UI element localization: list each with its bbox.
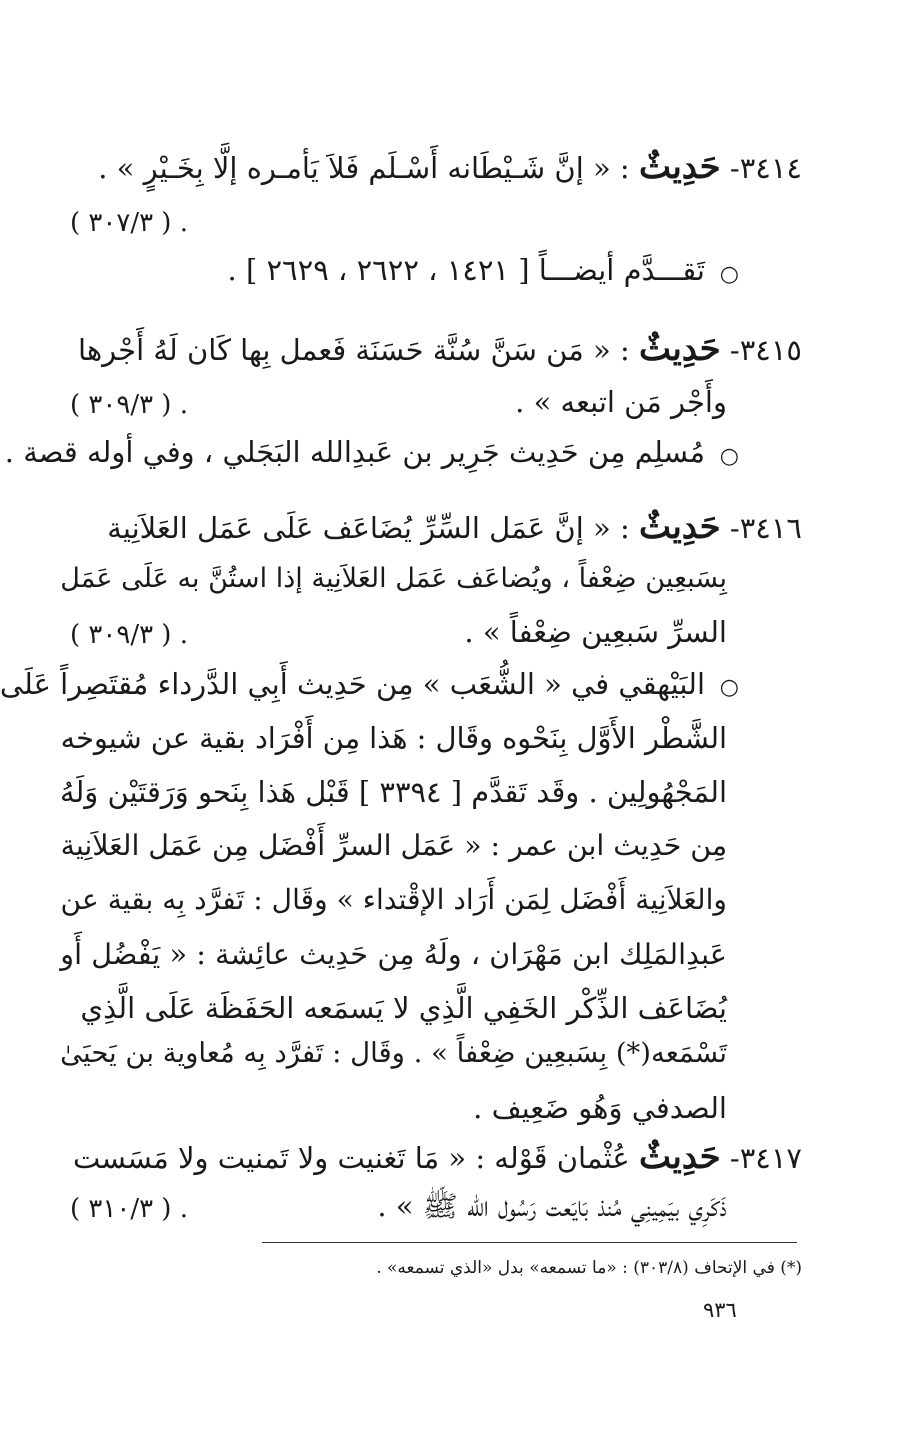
entry-number: ٣٤١٧- [729, 1141, 802, 1175]
entry-3414-note: تَقـــدَّم أيضـــاً [ ١٤٢١ ، ٢٦٢٢ ، ٢٦٢٩ ] . [227, 253, 705, 287]
entry-number: ٣٤١٥- [729, 333, 802, 367]
entry-number: ٣٤١٤- [729, 151, 802, 185]
entry-3417-reference: . ( ٣١٠/٣ ) [70, 1194, 188, 1224]
entry-3416-line-2: بِسَبعِين ضِعْفاً ، ويُضاعَف عَمَل العَلاَنِية إذا استُنَّ به عَلَى عَمَل [60, 563, 727, 594]
entry-3415-note: مُسلِم مِن حَدِيث جَرِير بن عَبدِالله البَجَلي ، وفي أوله قصة . [4, 435, 705, 469]
hadith-keyword: حَدِيثٌ [638, 147, 721, 187]
entry-3416-note-line-4: مِن حَدِيث ابن عمر : « عَمَل السرِّ أَفْضَل مِن عَمَل العَلاَنِية [60, 829, 727, 862]
entry-3416-note-line-7: يُضَاعَف الذِّكْر الخَفِي الَّذِي لا يَسمَعه الحَفَظَة عَلَى الَّذِي [80, 991, 727, 1025]
entry-3415-line-2: وأَجْر مَن اتبعه » . [515, 385, 727, 419]
hadith-keyword: حَدِيثٌ [638, 1137, 721, 1177]
entry-3417-line-2: ذَكَرِي بيَمِينِي مُنذ بَايَعت رَسُول الله ﷺ » . [377, 1189, 727, 1223]
entry-3416-note-line-9: الصدفي وَهُو ضَعِيف . [473, 1091, 727, 1125]
hadith-keyword: حَدِيثٌ [638, 507, 721, 547]
note-bullet-icon: ○ [719, 675, 739, 700]
entry-3416-note-line-2: الشَّطْر الأَوَّل بِنَحْوه وقَال : هَذا مِن أَفْرَاد بقية عن شيوخه [60, 721, 727, 755]
entry-3416-note-line-5: والعَلاَنِية أَفْضَل لِمَن أَرَاد الإقْتداء » وقَال : تَفرَّد بِه بقية عن [60, 883, 727, 916]
entry-3416-note-line-3: المَجْهُولِين . وقَد تَقدَّم [ ٣٣٩٤ ] قَبْل هَذا بِنَحو وَرَقتَيْن وَلَهُ [59, 775, 727, 809]
entry-number: ٣٤١٦- [729, 511, 802, 545]
entry-3415-reference: . ( ٣٠٩/٣ ) [70, 390, 188, 420]
entry-3415-line-1 [78, 329, 802, 369]
entry-3414-line-1 [98, 147, 802, 187]
entry-3414-reference: . ( ٣٠٧/٣ ) [70, 208, 188, 238]
note-bullet-icon: ○ [719, 444, 739, 469]
entry-3417-line-1 [72, 1137, 802, 1177]
entry-3416-line-1 [107, 507, 802, 547]
note-bullet-icon: ○ [719, 262, 739, 287]
entry-text: حَدِيثٌ : « إنَّ عَمَل السِّرِّ يُضَاعَف عَلَى عَمَل العَلاَنِية [107, 507, 721, 547]
entry-text: حَدِيثٌ عُثْمان قَوْله : « مَا تَغنيت ولا تَمنيت ولا مَسَست [72, 1137, 721, 1177]
entry-3416-note-line-8: تَسْمَعه(*) بِسَبعِين ضِعْفاً » . وقَال : تَفرَّد بِه مُعاوية بن يَحيَىٰ [60, 1038, 727, 1069]
footnote: (*) في الإتحاف (٣٠٣/٨) : «ما تسمعه» بدل «الذي تسمعه» . [376, 1258, 802, 1278]
entry-text: حَدِيثٌ : « مَن سَنَّ سُنَّة حَسَنَة فَعمل بِها كَان لَهُ أَجْرها [78, 329, 721, 369]
entry-3416-note-line-1: البَيْهقي في « الشُّعَب » مِن حَدِيث أَبِي الدَّرداء مُقتَصِراً عَلَى [0, 667, 705, 701]
entry-3416-note-line-6: عَبدِالمَلِك ابن مَهْرَان ، ولَهُ مِن حَدِيث عائِشة : « يَفْضُل أَو [60, 937, 727, 971]
entry-3416-line-3: السرِّ سَبعِين ضِعْفاً » . [464, 615, 727, 649]
footnote-divider [262, 1242, 797, 1243]
entry-3416-reference: . ( ٣٠٩/٣ ) [70, 620, 188, 650]
hadith-keyword: حَدِيثٌ [638, 329, 721, 369]
entry-text: حَدِيثٌ : « إنَّ شَـيْطَانه أَسْـلَم فَلاَ يَأمـره إلَّا بِخَـيْرٍ » . [98, 147, 721, 187]
page-number: ٩٣٦ [703, 1298, 737, 1322]
